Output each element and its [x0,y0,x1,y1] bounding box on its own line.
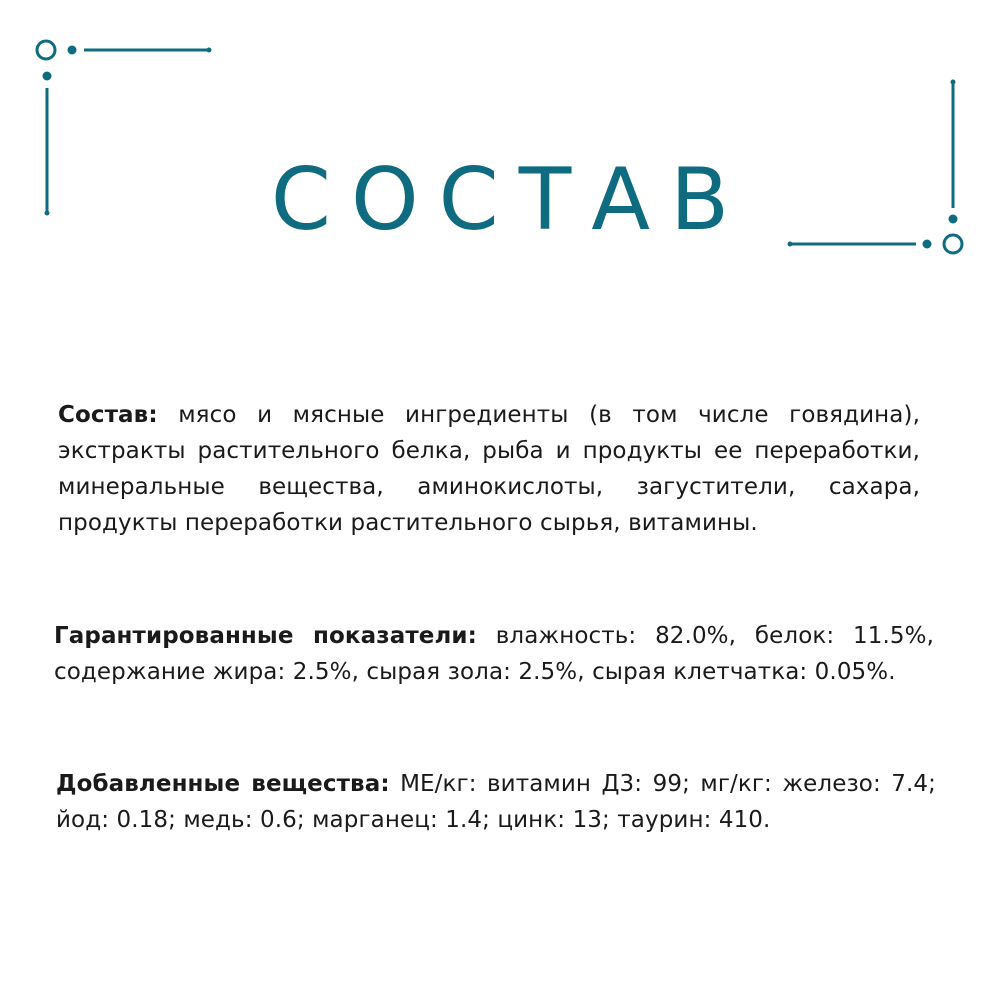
hollow-circle-icon [37,41,55,59]
page-title: СОСТАВ [270,149,750,250]
additives-label: Добавленные вещества: [56,771,390,797]
guaranteed-analysis-paragraph [54,618,934,690]
composition-text: мясо и мясные ингредиенты (в том числе говядина), экстракты растительного белка, рыба и продукты ее переработки, минеральные вещества, аминокислоты, загустители, сахара, продукты переработки растительного сырья, витамины. [58,402,920,536]
dot-icon [207,48,212,53]
additives-text: МЕ/кг: витамин Д3: 99; мг/кг: железо: 7.4; йод: 0.18; медь: 0.6; марганец: 1.4; цинк: 13; таурин: 410. [56,771,936,833]
additives-paragraph [56,766,936,838]
guaranteed-analysis-text: влажность: 82.0%, белок: 11.5%, содержание жира: 2.5%, сырая зола: 2.5%, сырая клетчатка: 0.05%. [54,623,934,685]
dot-icon [43,72,52,81]
composition-paragraph [58,397,920,541]
dot-icon [68,46,77,55]
composition-label: Состав: [58,402,158,428]
guaranteed-analysis-label: Гарантированные показатели: [54,623,477,649]
